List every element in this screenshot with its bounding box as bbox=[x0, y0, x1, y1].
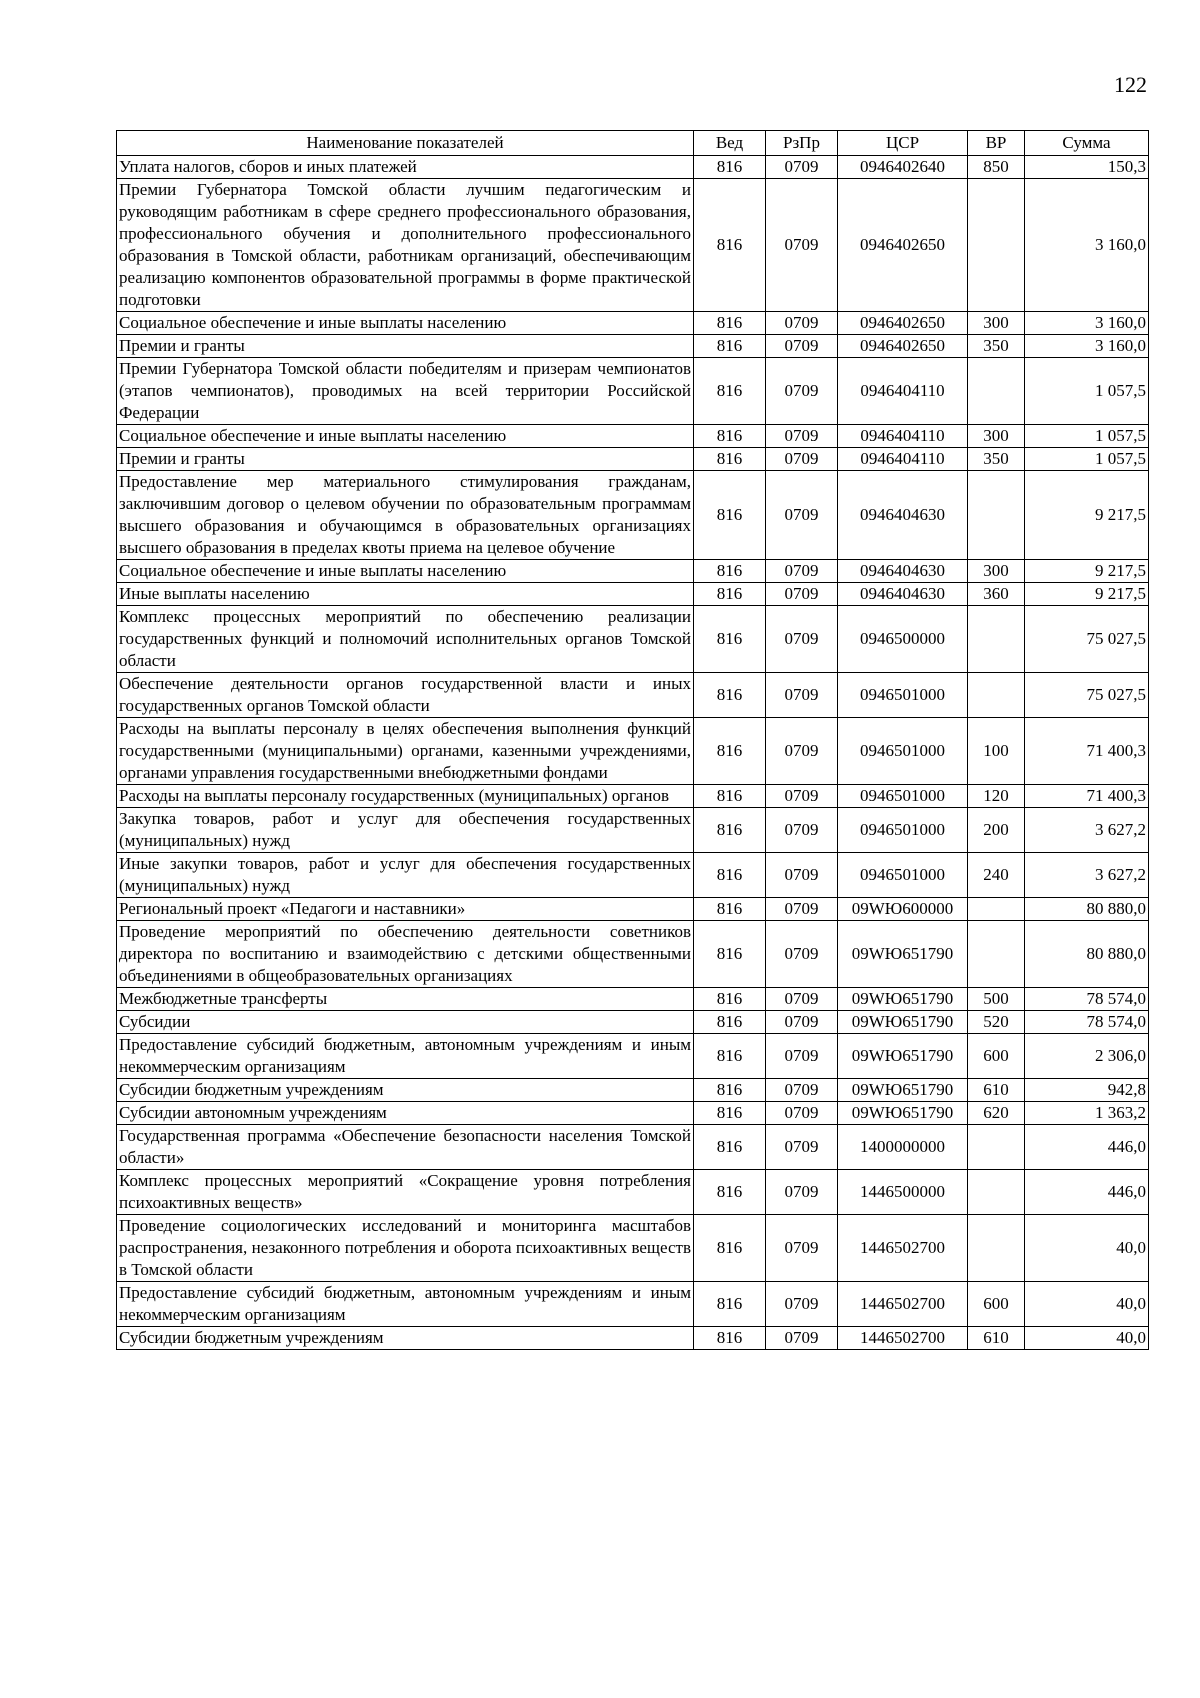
cell-sum: 2 306,0 bbox=[1025, 1034, 1149, 1079]
cell-rzpr: 0709 bbox=[766, 1079, 838, 1102]
cell-sum: 3 160,0 bbox=[1025, 335, 1149, 358]
cell-name: Государственная программа «Обеспечение безопасности населения Томской области» bbox=[117, 1125, 694, 1170]
cell-name: Премии и гранты bbox=[117, 448, 694, 471]
table-row bbox=[117, 471, 1149, 560]
cell-name: Иные закупки товаров, работ и услуг для обеспечения государственных (муниципальных) нужд bbox=[117, 853, 694, 898]
cell-rzpr: 0709 bbox=[766, 1327, 838, 1350]
cell-sum: 9 217,5 bbox=[1025, 583, 1149, 606]
cell-name: Закупка товаров, работ и услуг для обеспечения государственных (муниципальных) нужд bbox=[117, 808, 694, 853]
cell-name: Региональный проект «Педагоги и наставники» bbox=[117, 898, 694, 921]
cell-sum: 3 160,0 bbox=[1025, 312, 1149, 335]
cell-sum: 78 574,0 bbox=[1025, 1011, 1149, 1034]
cell-rzpr: 0709 bbox=[766, 606, 838, 673]
cell-name: Социальное обеспечение и иные выплаты населению bbox=[117, 425, 694, 448]
table-row bbox=[117, 335, 1149, 358]
table-row bbox=[117, 1327, 1149, 1350]
cell-csr: 0946404630 bbox=[838, 583, 968, 606]
cell-sum: 1 057,5 bbox=[1025, 358, 1149, 425]
cell-csr: 0946402640 bbox=[838, 156, 968, 179]
cell-sum: 1 363,2 bbox=[1025, 1102, 1149, 1125]
cell-ved: 816 bbox=[694, 335, 766, 358]
cell-csr: 0946404110 bbox=[838, 425, 968, 448]
cell-vr: 520 bbox=[968, 1011, 1025, 1034]
cell-name: Предоставление субсидий бюджетным, автономным учреждениям и иным некоммерческим организациям bbox=[117, 1282, 694, 1327]
cell-csr: 0946404110 bbox=[838, 448, 968, 471]
cell-ved: 816 bbox=[694, 718, 766, 785]
cell-sum: 40,0 bbox=[1025, 1327, 1149, 1350]
cell-sum: 1 057,5 bbox=[1025, 448, 1149, 471]
table-row bbox=[117, 583, 1149, 606]
cell-sum: 75 027,5 bbox=[1025, 673, 1149, 718]
table-row bbox=[117, 156, 1149, 179]
cell-vr bbox=[968, 673, 1025, 718]
table-row bbox=[117, 1215, 1149, 1282]
cell-name: Уплата налогов, сборов и иных платежей bbox=[117, 156, 694, 179]
cell-sum: 78 574,0 bbox=[1025, 988, 1149, 1011]
header-csr: ЦСР bbox=[838, 131, 968, 156]
cell-ved: 816 bbox=[694, 898, 766, 921]
cell-name: Комплекс процессных мероприятий по обеспечению реализации государственных функций и полномочий исполнительных органов Томской области bbox=[117, 606, 694, 673]
cell-vr: 350 bbox=[968, 335, 1025, 358]
cell-vr: 300 bbox=[968, 560, 1025, 583]
cell-rzpr: 0709 bbox=[766, 718, 838, 785]
cell-sum: 9 217,5 bbox=[1025, 471, 1149, 560]
cell-vr bbox=[968, 606, 1025, 673]
cell-name: Субсидии автономным учреждениям bbox=[117, 1102, 694, 1125]
cell-ved: 816 bbox=[694, 179, 766, 312]
cell-sum: 3 627,2 bbox=[1025, 808, 1149, 853]
cell-vr: 850 bbox=[968, 156, 1025, 179]
table-row bbox=[117, 1011, 1149, 1034]
cell-csr: 0946501000 bbox=[838, 785, 968, 808]
cell-vr: 600 bbox=[968, 1034, 1025, 1079]
table-header bbox=[117, 131, 1149, 156]
cell-csr: 09WЮ600000 bbox=[838, 898, 968, 921]
cell-name: Социальное обеспечение и иные выплаты населению bbox=[117, 312, 694, 335]
cell-rzpr: 0709 bbox=[766, 1125, 838, 1170]
cell-sum: 3 627,2 bbox=[1025, 853, 1149, 898]
cell-name: Проведение мероприятий по обеспечению деятельности советников директора по воспитанию и взаимодействию с детскими общественными объединениями в общеобразовательных организациях bbox=[117, 921, 694, 988]
cell-rzpr: 0709 bbox=[766, 156, 838, 179]
cell-vr: 610 bbox=[968, 1079, 1025, 1102]
cell-sum: 71 400,3 bbox=[1025, 718, 1149, 785]
table-row bbox=[117, 1034, 1149, 1079]
cell-name: Иные выплаты населению bbox=[117, 583, 694, 606]
cell-name: Социальное обеспечение и иные выплаты населению bbox=[117, 560, 694, 583]
cell-sum: 150,3 bbox=[1025, 156, 1149, 179]
cell-ved: 816 bbox=[694, 560, 766, 583]
cell-sum: 71 400,3 bbox=[1025, 785, 1149, 808]
cell-csr: 0946404630 bbox=[838, 471, 968, 560]
table-row bbox=[117, 1102, 1149, 1125]
header-sum: Сумма bbox=[1025, 131, 1149, 156]
cell-csr: 0946404110 bbox=[838, 358, 968, 425]
cell-csr: 0946500000 bbox=[838, 606, 968, 673]
cell-rzpr: 0709 bbox=[766, 312, 838, 335]
table-row bbox=[117, 560, 1149, 583]
cell-vr: 620 bbox=[968, 1102, 1025, 1125]
cell-name: Субсидии bbox=[117, 1011, 694, 1034]
cell-vr bbox=[968, 921, 1025, 988]
cell-rzpr: 0709 bbox=[766, 448, 838, 471]
table-row bbox=[117, 988, 1149, 1011]
cell-csr: 0946404630 bbox=[838, 560, 968, 583]
cell-csr: 0946501000 bbox=[838, 808, 968, 853]
cell-csr: 1446502700 bbox=[838, 1215, 968, 1282]
cell-sum: 40,0 bbox=[1025, 1282, 1149, 1327]
cell-csr: 09WЮ651790 bbox=[838, 1011, 968, 1034]
cell-rzpr: 0709 bbox=[766, 808, 838, 853]
cell-ved: 816 bbox=[694, 1102, 766, 1125]
cell-name: Проведение социологических исследований и мониторинга масштабов распространения, незаконного потребления и оборота психоактивных веществ в Томской области bbox=[117, 1215, 694, 1282]
cell-ved: 816 bbox=[694, 425, 766, 448]
cell-vr bbox=[968, 358, 1025, 425]
cell-rzpr: 0709 bbox=[766, 583, 838, 606]
cell-rzpr: 0709 bbox=[766, 785, 838, 808]
cell-rzpr: 0709 bbox=[766, 673, 838, 718]
cell-rzpr: 0709 bbox=[766, 335, 838, 358]
table-row bbox=[117, 1125, 1149, 1170]
cell-ved: 816 bbox=[694, 156, 766, 179]
cell-csr: 1446500000 bbox=[838, 1170, 968, 1215]
cell-csr: 09WЮ651790 bbox=[838, 1102, 968, 1125]
cell-csr: 0946402650 bbox=[838, 179, 968, 312]
cell-vr: 100 bbox=[968, 718, 1025, 785]
cell-csr: 0946402650 bbox=[838, 335, 968, 358]
table-row bbox=[117, 808, 1149, 853]
cell-ved: 816 bbox=[694, 921, 766, 988]
cell-vr: 300 bbox=[968, 312, 1025, 335]
cell-sum: 9 217,5 bbox=[1025, 560, 1149, 583]
cell-sum: 446,0 bbox=[1025, 1125, 1149, 1170]
cell-rzpr: 0709 bbox=[766, 1170, 838, 1215]
cell-rzpr: 0709 bbox=[766, 1011, 838, 1034]
cell-csr: 09WЮ651790 bbox=[838, 921, 968, 988]
cell-sum: 942,8 bbox=[1025, 1079, 1149, 1102]
cell-rzpr: 0709 bbox=[766, 179, 838, 312]
cell-ved: 816 bbox=[694, 448, 766, 471]
cell-vr bbox=[968, 179, 1025, 312]
cell-ved: 816 bbox=[694, 1327, 766, 1350]
table-body bbox=[117, 156, 1149, 1350]
cell-name: Субсидии бюджетным учреждениям bbox=[117, 1327, 694, 1350]
cell-vr bbox=[968, 1125, 1025, 1170]
table-row bbox=[117, 898, 1149, 921]
cell-rzpr: 0709 bbox=[766, 853, 838, 898]
cell-sum: 446,0 bbox=[1025, 1170, 1149, 1215]
cell-ved: 816 bbox=[694, 1011, 766, 1034]
cell-ved: 816 bbox=[694, 1079, 766, 1102]
cell-vr bbox=[968, 1170, 1025, 1215]
cell-sum: 40,0 bbox=[1025, 1215, 1149, 1282]
cell-vr bbox=[968, 898, 1025, 921]
cell-csr: 09WЮ651790 bbox=[838, 1034, 968, 1079]
cell-ved: 816 bbox=[694, 673, 766, 718]
cell-csr: 1446502700 bbox=[838, 1327, 968, 1350]
table-row bbox=[117, 921, 1149, 988]
cell-name: Субсидии бюджетным учреждениям bbox=[117, 1079, 694, 1102]
cell-vr: 200 bbox=[968, 808, 1025, 853]
cell-vr bbox=[968, 1215, 1025, 1282]
cell-ved: 816 bbox=[694, 988, 766, 1011]
cell-vr bbox=[968, 471, 1025, 560]
cell-name: Предоставление субсидий бюджетным, автономным учреждениям и иным некоммерческим организациям bbox=[117, 1034, 694, 1079]
cell-vr: 120 bbox=[968, 785, 1025, 808]
cell-sum: 80 880,0 bbox=[1025, 898, 1149, 921]
header-vr: ВР bbox=[968, 131, 1025, 156]
header-row bbox=[117, 131, 1149, 156]
cell-vr: 600 bbox=[968, 1282, 1025, 1327]
header-name: Наименование показателей bbox=[117, 131, 694, 156]
cell-ved: 816 bbox=[694, 853, 766, 898]
cell-ved: 816 bbox=[694, 1034, 766, 1079]
cell-rzpr: 0709 bbox=[766, 921, 838, 988]
cell-vr: 350 bbox=[968, 448, 1025, 471]
table-row bbox=[117, 1170, 1149, 1215]
table-row bbox=[117, 785, 1149, 808]
header-rzpr: РзПр bbox=[766, 131, 838, 156]
cell-csr: 1446502700 bbox=[838, 1282, 968, 1327]
table-row bbox=[117, 179, 1149, 312]
cell-name: Премии Губернатора Томской области лучшим педагогическим и руководящим работникам в сфере среднего профессионального образования, профессионального обучения и дополнительного профессионального образования в Томской области, работникам организаций, обеспечивающим реализацию компонентов образовательной программы в форме практической подготовки bbox=[117, 179, 694, 312]
cell-rzpr: 0709 bbox=[766, 988, 838, 1011]
table-row bbox=[117, 358, 1149, 425]
cell-vr: 300 bbox=[968, 425, 1025, 448]
header-ved: Вед bbox=[694, 131, 766, 156]
cell-sum: 80 880,0 bbox=[1025, 921, 1149, 988]
cell-ved: 816 bbox=[694, 312, 766, 335]
cell-sum: 75 027,5 bbox=[1025, 606, 1149, 673]
cell-csr: 0946501000 bbox=[838, 853, 968, 898]
cell-vr: 240 bbox=[968, 853, 1025, 898]
cell-csr: 09WЮ651790 bbox=[838, 1079, 968, 1102]
cell-name: Межбюджетные трансферты bbox=[117, 988, 694, 1011]
page-number: 122 bbox=[1114, 72, 1147, 97]
cell-csr: 1400000000 bbox=[838, 1125, 968, 1170]
cell-name: Премии и гранты bbox=[117, 335, 694, 358]
budget-table bbox=[116, 130, 1149, 1350]
cell-ved: 816 bbox=[694, 471, 766, 560]
cell-name: Обеспечение деятельности органов государственной власти и иных государственных органов Томской области bbox=[117, 673, 694, 718]
cell-rzpr: 0709 bbox=[766, 425, 838, 448]
cell-ved: 816 bbox=[694, 606, 766, 673]
table-row bbox=[117, 853, 1149, 898]
cell-csr: 09WЮ651790 bbox=[838, 988, 968, 1011]
cell-rzpr: 0709 bbox=[766, 560, 838, 583]
cell-sum: 1 057,5 bbox=[1025, 425, 1149, 448]
table-row bbox=[117, 1282, 1149, 1327]
cell-csr: 0946501000 bbox=[838, 673, 968, 718]
cell-ved: 816 bbox=[694, 1282, 766, 1327]
cell-rzpr: 0709 bbox=[766, 898, 838, 921]
cell-rzpr: 0709 bbox=[766, 1034, 838, 1079]
cell-name: Предоставление мер материального стимулирования гражданам, заключившим договор о целевом обучении по образовательным программам высшего образования и обучающимся в образовательных организациях высшего образования в пределах квоты приема на целевое обучение bbox=[117, 471, 694, 560]
cell-vr: 610 bbox=[968, 1327, 1025, 1350]
table-row bbox=[117, 448, 1149, 471]
table-row bbox=[117, 718, 1149, 785]
table-row bbox=[117, 673, 1149, 718]
cell-sum: 3 160,0 bbox=[1025, 179, 1149, 312]
table-row bbox=[117, 312, 1149, 335]
cell-csr: 0946501000 bbox=[838, 718, 968, 785]
cell-name: Расходы на выплаты персоналу государственных (муниципальных) органов bbox=[117, 785, 694, 808]
cell-name: Премии Губернатора Томской области победителям и призерам чемпионатов (этапов чемпионатов), проводимых на всей территории Российской Федерации bbox=[117, 358, 694, 425]
cell-rzpr: 0709 bbox=[766, 471, 838, 560]
cell-rzpr: 0709 bbox=[766, 358, 838, 425]
cell-vr: 500 bbox=[968, 988, 1025, 1011]
cell-name: Комплекс процессных мероприятий «Сокращение уровня потребления психоактивных веществ» bbox=[117, 1170, 694, 1215]
cell-ved: 816 bbox=[694, 808, 766, 853]
cell-ved: 816 bbox=[694, 785, 766, 808]
cell-csr: 0946402650 bbox=[838, 312, 968, 335]
cell-rzpr: 0709 bbox=[766, 1282, 838, 1327]
cell-ved: 816 bbox=[694, 358, 766, 425]
cell-rzpr: 0709 bbox=[766, 1215, 838, 1282]
cell-ved: 816 bbox=[694, 583, 766, 606]
cell-name: Расходы на выплаты персоналу в целях обеспечения выполнения функций государственными (муниципальными) органами, казенными учреждениями, органами управления государственными внебюджетными фондами bbox=[117, 718, 694, 785]
cell-vr: 360 bbox=[968, 583, 1025, 606]
table-row bbox=[117, 1079, 1149, 1102]
table-row bbox=[117, 606, 1149, 673]
cell-rzpr: 0709 bbox=[766, 1102, 838, 1125]
cell-ved: 816 bbox=[694, 1215, 766, 1282]
table-row bbox=[117, 425, 1149, 448]
cell-ved: 816 bbox=[694, 1125, 766, 1170]
cell-ved: 816 bbox=[694, 1170, 766, 1215]
